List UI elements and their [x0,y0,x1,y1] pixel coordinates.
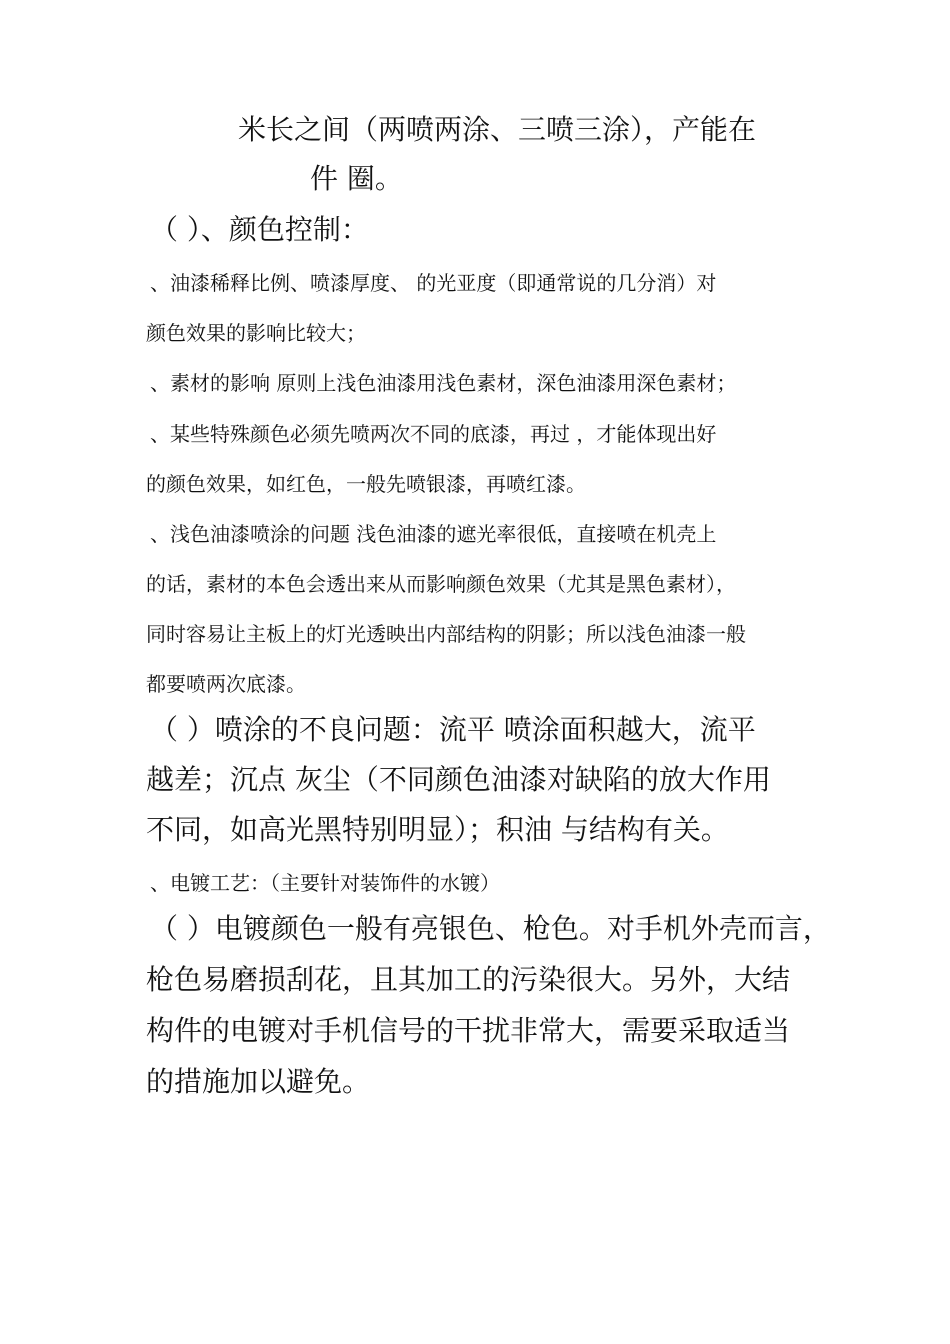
text-line-light-paint-4: 都要喷两次底漆。 [146,672,306,696]
text-line-light-paint-3: 同时容易让主板上的灯光透映出内部结构的阴影；所以浅色油漆一般 [146,622,746,646]
text-line-plating-1: （ ）电镀颜色一般有亮银色、枪色。对手机外壳而言， [150,912,831,945]
section-heading-defects: （ ）喷涂的不良问题：流平 喷涂面积越大，流平 [150,713,756,746]
text-line-material: 、素材的影响 原则上浅色油漆用浅色素材，深色油漆用深色素材； [150,371,737,395]
text-line-plating-3: 构件的电镀对手机信号的干扰非常大，需要采取适当 [146,1014,791,1047]
text-line-light-paint-2: 的话，素材的本色会透出来从而影响颜色效果（尤其是黑色素材）， [146,572,736,596]
section-heading-plating: 、电镀工艺：（主要针对装饰件的水镀） [150,871,500,895]
text-line-dilution-cont: 颜色效果的影响比较大； [146,321,366,345]
text-line-capacity-unit: 件 圈。 [310,162,403,195]
text-line-plating-4: 的措施加以避免。 [146,1065,371,1098]
text-line-defects-3: 不同，如高光黑特别明显）；积油 与结构有关。 [146,813,729,846]
text-line-capacity: 米长之间（两喷两涂、三喷三涂），产能在 [238,113,757,146]
text-line-special-cont: 的颜色效果，如红色，一般先喷银漆，再喷红漆。 [146,472,586,496]
text-line-light-paint: 、浅色油漆喷涂的问题 浅色油漆的遮光率很低，直接喷在机壳上 [150,522,717,546]
text-line-plating-2: 枪色易磨损刮花，且其加工的污染很大。另外，大结 [146,963,791,996]
text-line-dilution: 、油漆稀释比例、喷漆厚度、 的光亚度（即通常说的几分消）对 [150,271,717,295]
text-line-special-color: 、某些特殊颜色必须先喷两次不同的底漆，再过 ，才能体现出好 [150,422,717,446]
section-heading-color: （ ）、颜色控制： [150,213,369,246]
text-line-defects-2: 越差；沉点 灰尘（不同颜色油漆对缺陷的放大作用 [146,763,771,796]
